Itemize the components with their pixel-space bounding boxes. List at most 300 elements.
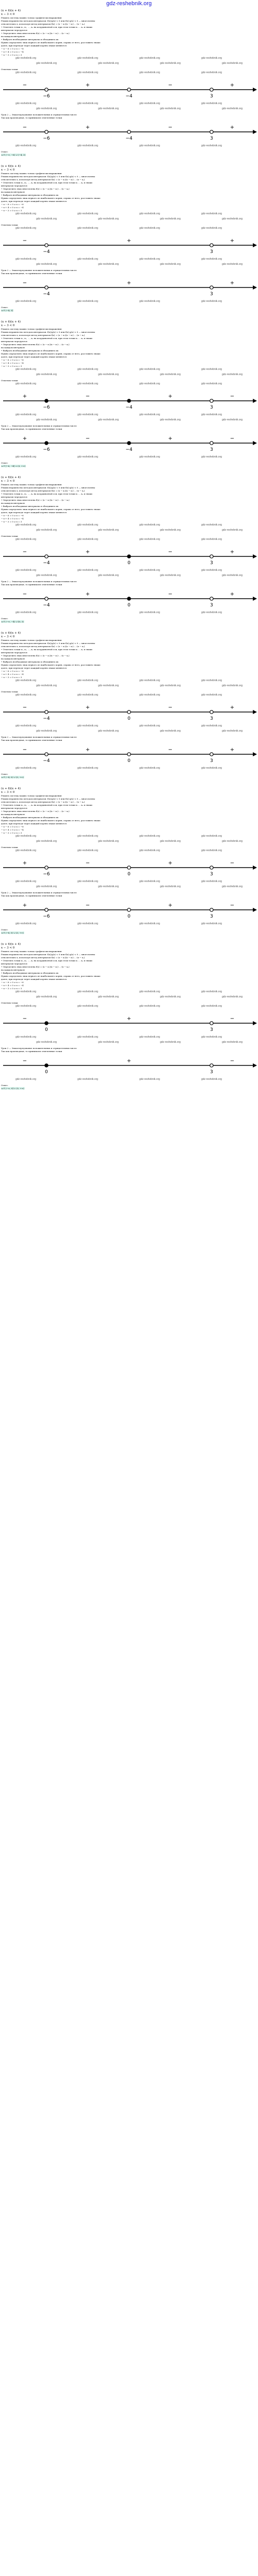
interval-sign: −: [22, 82, 27, 88]
watermark: gdz-reshebnik.org: [139, 212, 160, 215]
point-label: 3: [210, 249, 213, 255]
solution-line: • Отметить точки x₁, x₂, …, xₙ на координатной оси, при этом точки x₁ ... xₙ и знаки: [1, 648, 92, 651]
point-label: −6: [43, 94, 50, 99]
solution-line: Решим неравенство методом интервалов: f(x)/g(x) < 0 или f(x)·g(x) < 0 — многочлены: [1, 20, 95, 22]
solution-line: Решить систему можно только графически выражения: [1, 172, 62, 175]
watermark: gdz-reshebnik.org: [160, 730, 181, 733]
watermark: gdz-reshebnik.org: [201, 849, 222, 852]
solution-line: Так как производная, то принимаем отмеченные точки: [1, 894, 62, 897]
watermark: gdz-reshebnik.org: [15, 382, 37, 385]
open-point: [210, 286, 213, 289]
solution-line: • Определить знак многочлена f(x) = (x − x₁)(x − x₂)·…·(x − xₙ): [1, 810, 70, 812]
solution-line: • Выбрать необходимые интервалы и объединить их: [1, 660, 59, 663]
solution-line: Так как производная, то принимаем отмеченные точки: [1, 583, 62, 586]
point-label: −6: [43, 447, 50, 452]
point-label: −4: [125, 405, 133, 410]
closed-point: [45, 1022, 48, 1025]
solution-line: − x + 4 = 0 ⇒ x = −4: [1, 828, 24, 831]
solution-line: Так как производная, то принимаем отмеченные точки: [1, 739, 62, 741]
solution-line: − x − 3 = 0 ⇒ x = 3: [1, 987, 22, 990]
solution-line: − x − 6 = 0 ⇒ x = −6: [1, 47, 24, 50]
solution-line: относительно x, используя метод интервалов f(x) = (x − x₁)(x − x₂)·…·(x − xₙ): [1, 645, 85, 648]
watermark: gdz-reshebnik.org: [15, 368, 37, 371]
watermark: gdz-reshebnik.org: [77, 990, 99, 993]
interval-sign: −: [85, 394, 90, 399]
solution-line: Нужно определить знак первого из наибольшего корня, справа от него, расставить знаки:: [1, 819, 101, 822]
watermark: gdz-reshebnik.org: [201, 1036, 222, 1039]
watermark: gdz-reshebnik.org: [139, 990, 160, 993]
open-point: [127, 130, 131, 133]
watermark: gdz-reshebnik.org: [160, 107, 181, 110]
interval-sign: −: [85, 436, 90, 442]
watermark: gdz-reshebnik.org: [160, 62, 181, 65]
watermark: gdz-reshebnik.org: [77, 569, 99, 572]
open-point: [210, 1064, 213, 1067]
point-label: 3: [210, 447, 213, 452]
solution-line: Нужно определить знак первого из наибольшего корня, справа от него, расставить знаки:: [1, 975, 101, 977]
solution-line: • Отметить точки x₁, x₂, …, xₙ на координатной оси, при этом точки x₁ ... xₙ и знаки: [1, 959, 92, 962]
solution-line: − x − 3 = 0 ⇒ x = 3: [1, 520, 22, 523]
interval-sign: +: [168, 903, 173, 908]
axis-arrow-icon: [253, 866, 257, 870]
interval-sign: +: [22, 436, 27, 442]
watermark: gdz-reshebnik.org: [77, 1005, 99, 1008]
watermark: gdz-reshebnik.org: [222, 840, 243, 843]
watermark: gdz-reshebnik.org: [139, 300, 160, 303]
watermark: gdz-reshebnik.org: [15, 693, 37, 697]
solution-line: Урок 2 — Знакочередование положительных и отрицательных чисел: [1, 736, 77, 738]
axis-arrow-icon: [253, 285, 257, 290]
watermark: gdz-reshebnik.org: [160, 1041, 181, 1044]
watermark: gdz-reshebnik.org: [15, 679, 37, 682]
solution-line: Отметим точки: [1, 690, 18, 693]
number-line: [0, 586, 258, 609]
point-label: 3: [210, 136, 213, 141]
watermark: gdz-reshebnik.org: [222, 995, 243, 998]
axis-arrow-icon: [253, 441, 257, 445]
interval-sign: +: [22, 860, 27, 866]
point-label: −6: [43, 914, 50, 919]
watermark: gdz-reshebnik.org: [77, 880, 99, 883]
point-label: 3: [210, 758, 213, 764]
watermark: gdz-reshebnik.org: [15, 1078, 37, 1081]
solution-line: Ответ:: [1, 617, 8, 620]
watermark: gdz-reshebnik.org: [36, 263, 57, 266]
watermark: gdz-reshebnik.org: [222, 217, 243, 221]
watermark: gdz-reshebnik.org: [77, 1036, 99, 1039]
interval-sign: +: [85, 549, 90, 555]
solution-line: интервалов чередуются: [1, 807, 27, 809]
number-line: [0, 233, 258, 256]
solution-line: • Отметить точки x₁, x₂, …, xₙ на координатной оси, при этом точки x₁ ... xₙ и знаки: [1, 804, 92, 806]
watermark: gdz-reshebnik.org: [139, 693, 160, 697]
solution-line: относительно x, используя метод интервалов f(x) = (x − x₁)(x − x₂)·…·(x − xₙ): [1, 489, 85, 492]
solution-line: − x − 6 = 0 ⇒ x = −6: [1, 670, 24, 672]
watermark: gdz-reshebnik.org: [36, 529, 57, 532]
watermark: gdz-reshebnik.org: [201, 57, 222, 60]
interval-sign: +: [168, 436, 173, 442]
watermark: gdz-reshebnik.org: [77, 413, 99, 416]
interval-sign: −: [230, 436, 235, 442]
solution-line: Нужно определить знак первого из наибольшего корня, справа от него, расставить знаки:: [1, 508, 101, 511]
solution-line: на каждом интервале: [1, 657, 25, 660]
watermark: gdz-reshebnik.org: [201, 300, 222, 303]
solution-line: x − 3 < 0: [1, 13, 15, 16]
number-line: [0, 275, 258, 298]
watermark: gdz-reshebnik.org: [139, 569, 160, 572]
watermark: gdz-reshebnik.org: [77, 922, 99, 925]
watermark: gdz-reshebnik.org: [36, 62, 57, 65]
watermark: gdz-reshebnik.org: [77, 102, 99, 105]
axis-arrow-icon: [253, 554, 257, 558]
watermark: gdz-reshebnik.org: [201, 455, 222, 459]
solution-line: − x + 4 = 0 ⇒ x = −4: [1, 206, 24, 209]
solution-line: • Определить знак многочлена f(x) = (x − x₁)(x − x₂)·…·(x − xₙ): [1, 32, 70, 35]
axis-arrow-icon: [253, 130, 257, 134]
interval-sign: +: [230, 705, 235, 710]
open-point: [127, 908, 131, 911]
watermark: gdz-reshebnik.org: [77, 693, 99, 697]
watermark: gdz-reshebnik.org: [139, 849, 160, 852]
interval-sign: −: [230, 903, 235, 908]
solution-line: • Определить знак многочлена f(x) = (x − x₁)(x − x₂)·…·(x − xₙ): [1, 188, 70, 190]
solution-line: Урок 2 — Знакочередование положительных и отрицательных чисел: [1, 425, 77, 427]
solution-line: интервалов чередуются: [1, 496, 27, 498]
open-point: [45, 88, 48, 91]
watermark: gdz-reshebnik.org: [160, 217, 181, 221]
watermark: gdz-reshebnik.org: [139, 227, 160, 230]
solution-line: x − 3 < 0: [1, 324, 15, 327]
watermark: gdz-reshebnik.org: [201, 990, 222, 993]
watermark: gdz-reshebnik.org: [15, 258, 37, 261]
point-label: −4: [43, 716, 50, 721]
interval-sign: +: [85, 705, 90, 710]
interval-sign: −: [168, 591, 173, 597]
open-point: [45, 753, 48, 756]
watermark: gdz-reshebnik.org: [160, 574, 181, 577]
watermark: gdz-reshebnik.org: [201, 880, 222, 883]
watermark: gdz-reshebnik.org: [77, 724, 99, 727]
open-point: [127, 753, 131, 756]
watermark: gdz-reshebnik.org: [222, 263, 243, 266]
watermark: gdz-reshebnik.org: [77, 611, 99, 614]
watermark: gdz-reshebnik.org: [15, 849, 37, 852]
watermark: gdz-reshebnik.org: [36, 418, 57, 421]
watermark: gdz-reshebnik.org: [201, 1078, 222, 1081]
site-header[interactable]: gdz-reshebnik.org: [106, 1, 152, 7]
solution-line: Нужно определить знак первого из наибольшего корня, справа от него, расставить знаки:: [1, 41, 101, 44]
watermark: gdz-reshebnik.org: [15, 455, 37, 459]
watermark: gdz-reshebnik.org: [36, 574, 57, 577]
point-label: 0: [127, 758, 131, 764]
solution-line: Решить систему можно только графически выражения: [1, 950, 62, 953]
solution-line: (x + 6)(x + 4): [1, 320, 21, 324]
point-label: 3: [210, 94, 213, 99]
watermark: gdz-reshebnik.org: [139, 368, 160, 371]
solution-line: Нужно определить знак первого из наибольшего корня, справа от него, расставить знаки:: [1, 664, 101, 666]
interval-sign: +: [230, 238, 235, 244]
open-point: [45, 286, 48, 289]
open-point: [127, 866, 131, 869]
open-point: [127, 88, 131, 91]
watermark: gdz-reshebnik.org: [98, 730, 119, 733]
watermark: gdz-reshebnik.org: [222, 885, 243, 888]
watermark: gdz-reshebnik.org: [36, 995, 57, 998]
solution-line: − x − 3 = 0 ⇒ x = 3: [1, 832, 22, 834]
solution-line: на каждом интервале: [1, 813, 25, 816]
interval-sign: −: [22, 591, 27, 597]
watermark: gdz-reshebnik.org: [201, 767, 222, 770]
solution-line: Решить систему можно только графически выражения: [1, 794, 62, 797]
watermark: gdz-reshebnik.org: [77, 679, 99, 682]
watermark: gdz-reshebnik.org: [36, 1041, 57, 1044]
solution-line: (x + 6)(x + 4): [1, 632, 21, 635]
watermark: gdz-reshebnik.org: [98, 885, 119, 888]
solution-line: − x + 4 = 0 ⇒ x = −4: [1, 984, 24, 987]
point-label: −4: [125, 447, 133, 452]
watermark: gdz-reshebnik.org: [15, 767, 37, 770]
point-label: −4: [43, 603, 50, 608]
number-line: [0, 431, 258, 453]
watermark: gdz-reshebnik.org: [201, 611, 222, 614]
solution-line: на каждом интервале: [1, 346, 25, 349]
solution-line: Ответ:: [1, 306, 8, 309]
watermark: gdz-reshebnik.org: [15, 724, 37, 727]
watermark: gdz-reshebnik.org: [222, 1041, 243, 1044]
watermark: gdz-reshebnik.org: [77, 382, 99, 385]
solution-line: Решить систему можно только графически выражения: [1, 328, 62, 330]
watermark: gdz-reshebnik.org: [98, 995, 119, 998]
open-point: [45, 908, 48, 911]
closed-point: [45, 1064, 48, 1067]
solution-line: − x − 6 = 0 ⇒ x = −6: [1, 825, 24, 828]
open-point: [210, 399, 213, 402]
solution-line: Урок 2 — Знакочередование положительных и отрицательных чисел: [1, 113, 77, 116]
watermark: gdz-reshebnik.org: [36, 840, 57, 843]
watermark: gdz-reshebnik.org: [139, 71, 160, 74]
number-line: [0, 544, 258, 567]
solution-line: далее, при переходе через каждый корень знаки меняются: [1, 200, 67, 202]
solution-line: • Отметить точки x₁, x₂, …, xₙ на координатной оси, при этом точки x₁ ... xₙ и знаки: [1, 337, 92, 340]
solution-line: далее, при переходе через каждый корень знаки меняются: [1, 667, 67, 669]
solution-line: Решить систему можно только графически выражения: [1, 639, 62, 641]
interval-sign: +: [230, 125, 235, 130]
axis-arrow-icon: [253, 908, 257, 912]
solution-line: x − 3 < 0: [1, 480, 15, 483]
number-line: [0, 897, 258, 920]
watermark: gdz-reshebnik.org: [160, 529, 181, 532]
point-label: −6: [43, 405, 50, 410]
interval-sign: +: [85, 747, 90, 753]
watermark: gdz-reshebnik.org: [98, 684, 119, 687]
solution-line: • Определить знак многочлена f(x) = (x − x₁)(x − x₂)·…·(x − xₙ): [1, 343, 70, 346]
solution-line: • Отметить точки x₁, x₂, …, xₙ на координатной оси, при этом точки x₁ ... xₙ и знаки: [1, 26, 92, 28]
open-point: [210, 1022, 213, 1025]
watermark: gdz-reshebnik.org: [201, 413, 222, 416]
solution-line: Решим неравенство методом интервалов: f(x)/g(x) < 0 или f(x)·g(x) < 0 — многочлены: [1, 486, 95, 489]
interval-sign: −: [22, 747, 27, 753]
number-line: [0, 1053, 258, 1076]
point-label: 0: [45, 1070, 48, 1075]
watermark: gdz-reshebnik.org: [77, 1078, 99, 1081]
number-line: [0, 1011, 258, 1033]
watermark: gdz-reshebnik.org: [222, 529, 243, 532]
point-label: 0: [45, 1027, 48, 1032]
solution-line: • Отметить точки x₁, x₂, …, xₙ на координатной оси, при этом точки x₁ ... xₙ и знаки: [1, 181, 92, 184]
watermark: gdz-reshebnik.org: [36, 373, 57, 376]
solution-line: на каждом интервале: [1, 502, 25, 504]
watermark: gdz-reshebnik.org: [36, 885, 57, 888]
watermark: gdz-reshebnik.org: [160, 418, 181, 421]
watermark: gdz-reshebnik.org: [139, 102, 160, 105]
solution-line: • Отметить точки x₁, x₂, …, xₙ на координатной оси, при этом точки x₁ ... xₙ и знаки: [1, 493, 92, 495]
solution-line: • Определить знак многочлена f(x) = (x − x₁)(x − x₂)·…·(x − xₙ): [1, 499, 70, 501]
point-label: −4: [125, 136, 133, 141]
watermark: gdz-reshebnik.org: [160, 995, 181, 998]
solution-line: − x − 3 = 0 ⇒ x = 3: [1, 209, 22, 212]
interval-sign: +: [85, 82, 90, 88]
point-label: 3: [210, 603, 213, 608]
interval-sign: −: [230, 1058, 235, 1064]
watermark: gdz-reshebnik.org: [15, 523, 37, 527]
solution-line: интервалов чередуются: [1, 962, 27, 965]
solution-line: • Выбрать необходимые интервалы и объединить их: [1, 505, 59, 507]
point-label: 3: [210, 914, 213, 919]
open-point: [210, 244, 213, 247]
point-label: 0: [127, 716, 131, 721]
open-point: [210, 88, 213, 91]
interval-sign: +: [168, 860, 173, 866]
watermark: gdz-reshebnik.org: [15, 413, 37, 416]
solution-line: Решим неравенство методом интервалов: f(x)/g(x) < 0 или f(x)·g(x) < 0 — многочлены: [1, 953, 95, 956]
axis-arrow-icon: [253, 1063, 257, 1067]
solution-line: Отметим точки: [1, 68, 18, 71]
watermark: gdz-reshebnik.org: [77, 538, 99, 541]
watermark: gdz-reshebnik.org: [201, 523, 222, 527]
solution-line: x − 3 < 0: [1, 168, 15, 172]
solution-line: Нужно определить знак первого из наибольшего корня, справа от него, расставить знаки:: [1, 197, 101, 199]
watermark: gdz-reshebnik.org: [201, 368, 222, 371]
point-label: 0: [127, 561, 131, 566]
solution-line: Ответ:: [1, 150, 8, 153]
watermark: gdz-reshebnik.org: [15, 102, 37, 105]
interval-sign: +: [168, 394, 173, 399]
watermark: gdz-reshebnik.org: [77, 767, 99, 770]
watermark: gdz-reshebnik.org: [15, 1036, 37, 1039]
interval-sign: −: [168, 549, 173, 555]
watermark: gdz-reshebnik.org: [139, 922, 160, 925]
number-line: [0, 700, 258, 722]
open-point: [210, 597, 213, 600]
solution-line: Урок 2 — Знакочередование положительных и отрицательных чисел: [1, 1047, 77, 1049]
interval-sign: +: [126, 1058, 132, 1064]
solution-line: относительно x, используя метод интервалов f(x) = (x − x₁)(x − x₂)·…·(x − xₙ): [1, 23, 85, 25]
watermark: gdz-reshebnik.org: [201, 382, 222, 385]
point-label: 3: [210, 872, 213, 877]
solution-line: (x + 6)(x + 4): [1, 9, 21, 12]
solution-line: на каждом интервале: [1, 191, 25, 193]
open-point: [210, 753, 213, 756]
interval-sign: −: [230, 394, 235, 399]
watermark: gdz-reshebnik.org: [15, 880, 37, 883]
open-point: [210, 710, 213, 714]
interval-sign: −: [22, 1016, 27, 1022]
answer-line: x ∈ [−6; −4] ∪ (3; +∞): [2, 465, 26, 467]
solution-line: далее, при переходе через каждый корень знаки меняются: [1, 44, 67, 47]
solution-line: − x − 6 = 0 ⇒ x = −6: [1, 981, 24, 984]
watermark: gdz-reshebnik.org: [77, 455, 99, 459]
point-label: −4: [125, 94, 133, 99]
watermark: gdz-reshebnik.org: [98, 418, 119, 421]
watermark: gdz-reshebnik.org: [15, 569, 37, 572]
interval-sign: −: [168, 125, 173, 130]
watermark: gdz-reshebnik.org: [139, 258, 160, 261]
number-line: [0, 855, 258, 878]
point-label: 3: [210, 716, 213, 721]
open-point: [210, 555, 213, 558]
watermark: gdz-reshebnik.org: [139, 724, 160, 727]
closed-point: [45, 442, 48, 445]
watermark: gdz-reshebnik.org: [201, 1005, 222, 1008]
watermark: gdz-reshebnik.org: [139, 538, 160, 541]
watermark: gdz-reshebnik.org: [160, 840, 181, 843]
point-label: 3: [210, 1070, 213, 1075]
solution-line: Ответ:: [1, 773, 8, 775]
interval-sign: +: [230, 82, 235, 88]
solution-line: − x − 3 = 0 ⇒ x = 3: [1, 365, 22, 367]
watermark: gdz-reshebnik.org: [222, 107, 243, 110]
interval-sign: −: [22, 705, 27, 710]
solution-line: Решим неравенство методом интервалов: f(x)/g(x) < 0 или f(x)·g(x) < 0 — многочлены: [1, 331, 95, 333]
closed-point: [127, 442, 131, 445]
watermark: gdz-reshebnik.org: [222, 62, 243, 65]
interval-sign: +: [230, 591, 235, 597]
solution-line: интервалов чередуются: [1, 340, 27, 343]
solution-line: Отметим точки: [1, 1002, 18, 1004]
solution-line: (x + 6)(x + 4): [1, 943, 21, 946]
watermark: gdz-reshebnik.org: [139, 144, 160, 147]
watermark: gdz-reshebnik.org: [77, 523, 99, 527]
watermark: gdz-reshebnik.org: [15, 212, 37, 215]
watermark: gdz-reshebnik.org: [15, 300, 37, 303]
point-label: 3: [210, 561, 213, 566]
watermark: gdz-reshebnik.org: [139, 1005, 160, 1008]
interval-sign: −: [22, 238, 27, 244]
watermark: gdz-reshebnik.org: [160, 373, 181, 376]
solution-line: Отметим точки: [1, 846, 18, 849]
solution-line: − x + 4 = 0 ⇒ x = −4: [1, 362, 24, 364]
watermark: gdz-reshebnik.org: [139, 679, 160, 682]
watermark: gdz-reshebnik.org: [98, 107, 119, 110]
open-point: [45, 244, 48, 247]
open-point: [210, 442, 213, 445]
solution-line: Так как производная, то принимаем отмеченные точки: [1, 1050, 62, 1053]
watermark: gdz-reshebnik.org: [98, 1041, 119, 1044]
watermark: gdz-reshebnik.org: [36, 217, 57, 221]
point-label: 0: [127, 603, 131, 608]
solution-line: − x − 6 = 0 ⇒ x = −6: [1, 359, 24, 361]
watermark: gdz-reshebnik.org: [15, 922, 37, 925]
point-label: −6: [43, 872, 50, 877]
solution-line: − x − 3 = 0 ⇒ x = 3: [1, 54, 22, 56]
interval-sign: +: [230, 280, 235, 286]
open-point: [127, 710, 131, 714]
closed-point: [127, 597, 131, 600]
interval-sign: +: [85, 125, 90, 130]
solution-line: далее, при переходе через каждый корень знаки меняются: [1, 978, 67, 980]
watermark: gdz-reshebnik.org: [15, 227, 37, 230]
number-line: [0, 120, 258, 142]
